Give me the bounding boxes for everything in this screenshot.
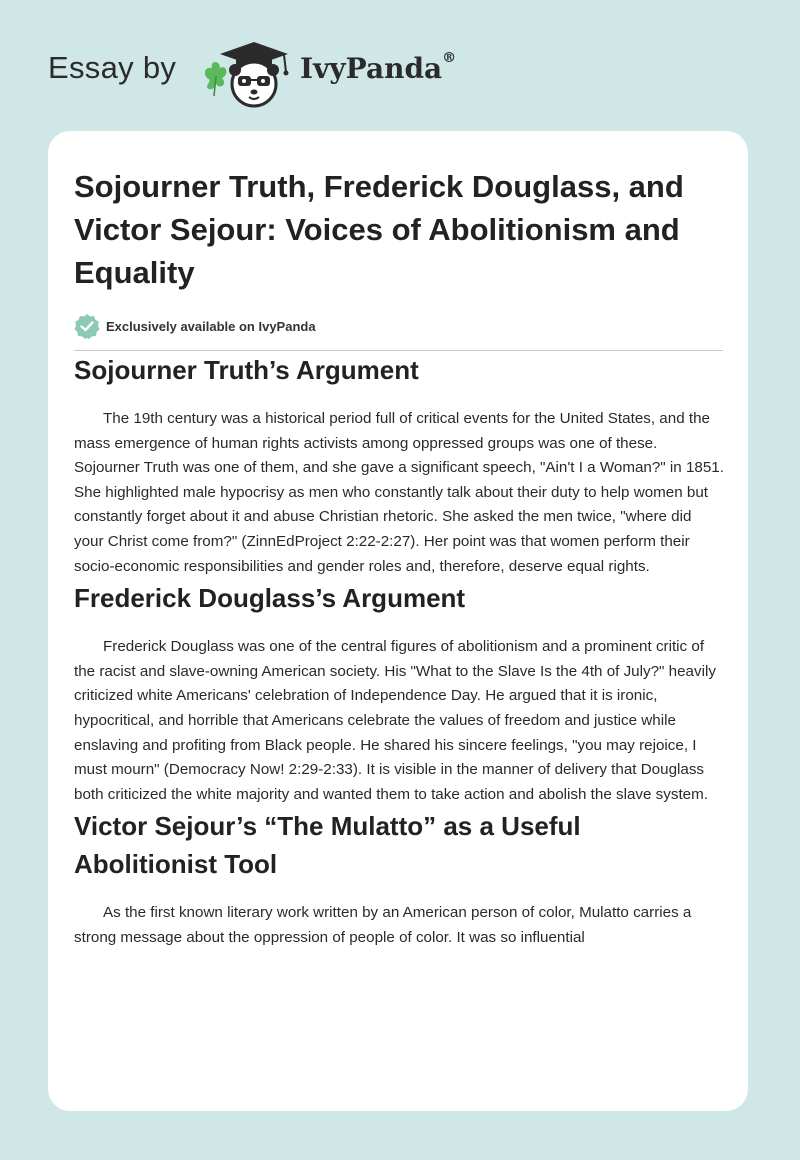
essay-card [48, 131, 748, 1111]
panda-graduate-icon[interactable] [200, 36, 292, 108]
section-heading-sejour: Victor Sejour’s “The Mulatto” as a Useful Abolitionist Tool [74, 811, 581, 880]
section-paragraph-sejour: As the first known literary work written by an American person of color, Mulatto carries a strong message about the oppression of people of color. It was so influential [74, 904, 692, 946]
section-paragraph-douglass: Frederick Douglass was one of the central figures of abolitionism and a prominent critic of the racist and slave-owning American society. His "What to the Slave Is the 4th of July?" heavily criticized white Americans' celebration of Independence Day. He argued that it is ironic, hypocritical, and horrible that Americans celebrate the values of freedom and justice while enslaving and profiting from Black people. He shared his sincere feelings, "you may rejoice, I must mourn" (Democracy Now! 2:29-2:33). It is visible in the manner of delivery that Douglass both criticized the white majority and wanted them to take action and abolish the slave system. [74, 638, 716, 803]
exclusive-badge [74, 312, 724, 340]
exclusive-badge-label: Exclusively available on IvyPanda [106, 318, 316, 334]
section-heading-douglass: Frederick Douglass’s Argument [74, 583, 466, 614]
brand-name[interactable]: IvyPanda® [300, 50, 457, 85]
section-heading-truth: Sojourner Truth’s Argument [74, 355, 419, 385]
essay-content [74, 165, 724, 951]
checkmark-badge-icon [74, 313, 100, 339]
essay-by-label: Essay by [48, 50, 177, 85]
registered-mark: ® [442, 50, 457, 66]
section-paragraph-truth: The 19th century was a historical period full of critical events for the United States, and the mass emergence of human rights activists among oppressed groups was one of these. Sojourner Truth was one of them, and she gave a significant speech, "Ain't I a Woman?" in 1851. She highlighted male hypocrisy as men who constantly talk about their duty to help women but constantly forget about it and abuse Christian rhetoric. She asked the men twice, "where did your Christ come from?" (ZinnEdProject 2:22-2:27). Her point was that women perform their socio-economic responsibilities and gender roles and, therefore, deserve equal rights. [74, 410, 724, 575]
site-header [0, 0, 800, 130]
essay-title: Sojourner Truth, Frederick Douglass, and Victor Sejour: Voices of Abolitionism and Equality [74, 169, 684, 290]
